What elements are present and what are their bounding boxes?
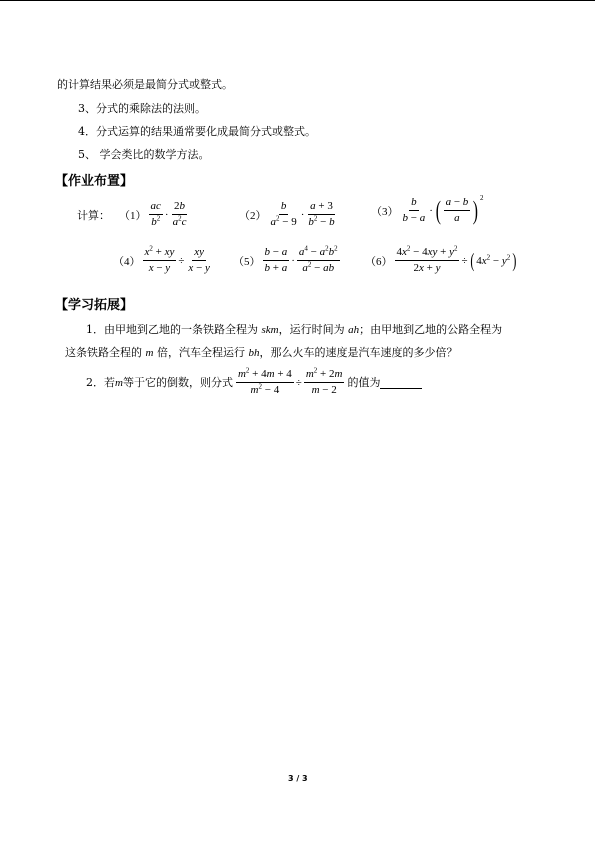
fraction: $\frac{m^2 + 4m + 4}{m^2 - 4}$ xyxy=(237,366,292,396)
problem-6: （6） $\frac{4x^2 - 4xy + y^2}{2x + y}$ ÷ ( $4x^2 - y^2$ ) xyxy=(365,244,517,274)
q1-var-bh: bh xyxy=(248,347,260,359)
q2-text: 的值为 xyxy=(347,375,381,389)
q1-var-skm: skm xyxy=(261,324,279,336)
problem-5: （5） $\frac{b - a}{b + a}$ · $\frac{a^4 - a^2b^2}{a^2 - ab}$ xyxy=(233,244,338,274)
problem-3-label: （3） xyxy=(371,205,399,218)
problem-4: （4） $\frac{x^2 + xy}{x - y}$ ÷ $\frac{xy}{x - y}$ xyxy=(113,244,210,274)
q1-text: ；由甲地到乙地的公路全程为 xyxy=(359,323,503,336)
q2-text: 等于它的倒数，则分式 xyxy=(122,375,233,389)
q1-var-m: m xyxy=(145,347,154,359)
problem-1: （1） $\frac{ac}{b^2}$ · $\frac{2b}{a^2c}$ xyxy=(119,200,187,228)
intro-line-4: 5、 学会类比的数学方法。 xyxy=(78,148,210,161)
fraction: $\frac{a - b}{a}$ xyxy=(445,196,469,224)
problem-2: （2） $\frac{b}{a^2 - 9}$ · $\frac{a + 3}{b^2 - b}$ xyxy=(239,200,335,228)
problem-3: （3） $\frac{b}{b - a}$ · ( $\frac{a - b}{a}$ ) $^2$ xyxy=(371,194,484,225)
fraction: $\frac{a^4 - a^2b^2}{a^2 - ab}$ xyxy=(298,244,338,274)
q1-text: ，那么火车的速度是汽车速度的多少倍？ xyxy=(259,346,458,359)
fraction: $\frac{b}{a^2 - 9}$ xyxy=(270,200,297,228)
header-rule xyxy=(0,0,595,1)
intro-line-2: 3、分式的乘除法的法则。 xyxy=(78,102,206,115)
fraction: $\frac{x^2 + xy}{x - y}$ xyxy=(144,244,175,274)
problem-4-label: （4） xyxy=(113,255,141,268)
problem-2-label: （2） xyxy=(239,209,267,222)
ext-question-1-line-2 xyxy=(65,346,457,360)
q1-var-ah: ah xyxy=(348,324,360,336)
problem-6-label: （6） xyxy=(365,255,393,268)
section-extension-heading: 【学习拓展】 xyxy=(55,298,134,313)
q2-text: 2．若 xyxy=(86,375,115,389)
answer-blank[interactable] xyxy=(380,377,422,389)
q1-text: ，运行时间为 xyxy=(278,323,349,336)
page-number: 3 / 3 xyxy=(288,774,308,783)
ext-question-2 xyxy=(86,368,422,397)
q1-text: 这条铁路全程的 xyxy=(65,346,146,359)
intro-line-3: 4．分式运算的结果通常要化成最简分式或整式。 xyxy=(78,125,316,138)
fraction: $\frac{b - a}{b + a}$ xyxy=(264,246,288,274)
q2-var-m: m xyxy=(115,376,123,389)
fraction: $\frac{2b}{a^2c}$ xyxy=(172,200,187,228)
fraction: $\frac{4x^2 - 4xy + y^2}{2x + y}$ xyxy=(396,244,458,274)
problem-5-label: （5） xyxy=(233,255,261,268)
fraction: $\frac{xy}{x - y}$ xyxy=(188,246,210,274)
problem-1-label: （1） xyxy=(119,209,147,222)
q1-text: 1．由甲地到乙地的一条铁路全程为 xyxy=(86,323,262,336)
fraction: $\frac{m^2 + 2m}{m - 2}$ xyxy=(305,366,343,396)
q2-expression: $\frac{m^2 + 4m + 4}{m^2 - 4}$ ÷ $\frac{m^2 + 2m}{m - 2}$ xyxy=(237,366,343,396)
ext-question-1-line-1 xyxy=(86,323,502,337)
intro-line-1: 的计算结果必须是最简分式或整式。 xyxy=(57,78,233,91)
fraction: $\frac{b}{b - a}$ xyxy=(402,196,426,224)
fraction: $\frac{a + 3}{b^2 - b}$ xyxy=(308,200,335,228)
section-homework-heading: 【作业布置】 xyxy=(55,174,134,189)
calc-label: 计算： xyxy=(77,209,110,222)
q1-text: 倍，汽车全程运行 xyxy=(153,346,249,359)
fraction: $\frac{ac}{b^2}$ xyxy=(150,200,161,228)
